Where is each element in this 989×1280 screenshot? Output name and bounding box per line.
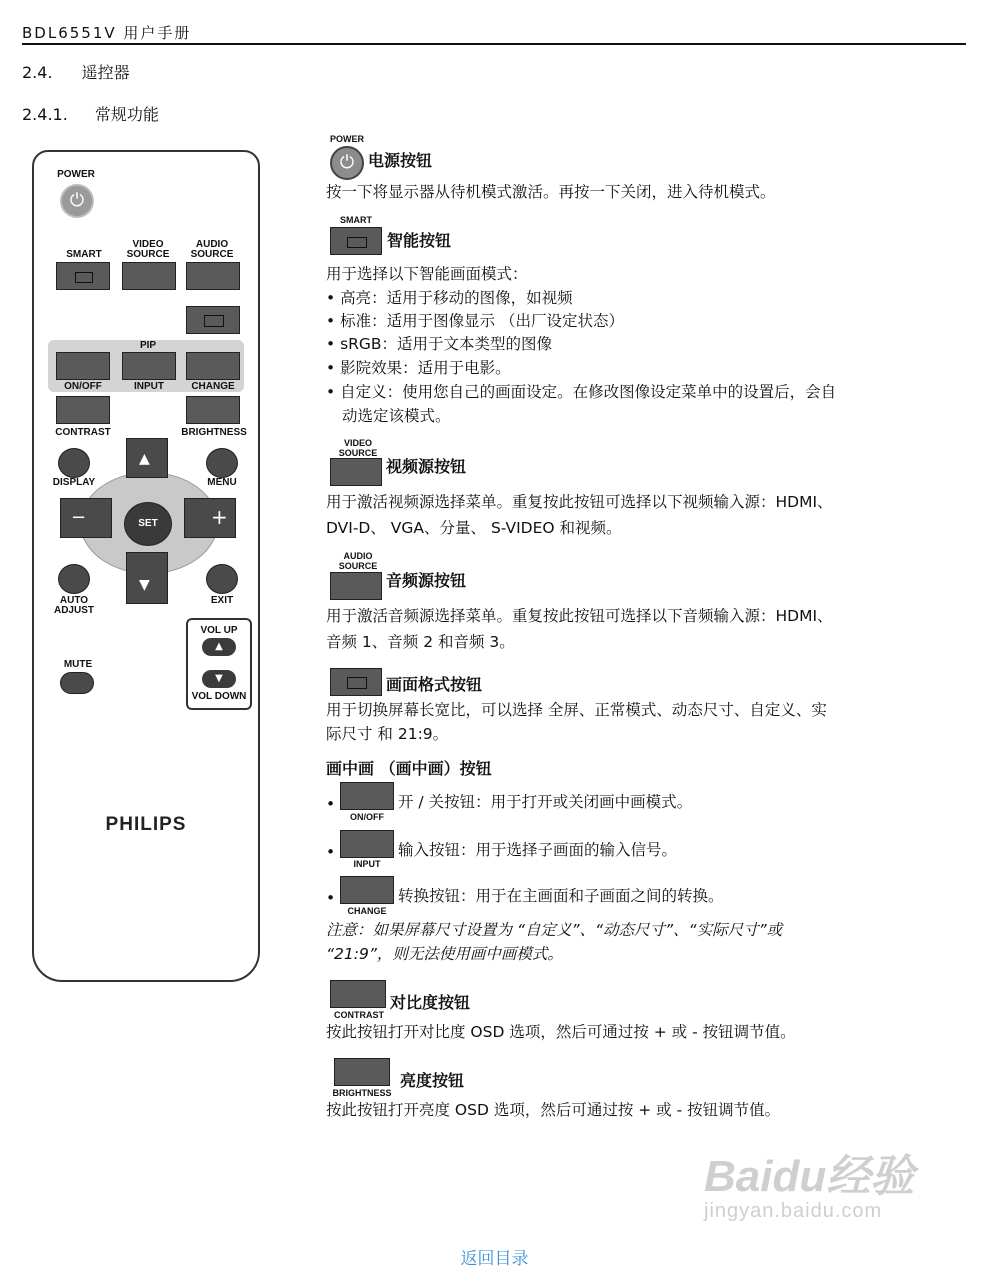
smart-bullet: • 高亮：适用于移动的图像，如视频 <box>326 289 573 307</box>
smart-mini-label: SMART <box>340 215 372 225</box>
contrast-desc: 按此按钮打开对比度 OSD 选项，然后可通过按 + 或 - 按钮调节值。 <box>326 1023 796 1041</box>
format-mini-button <box>330 668 382 696</box>
audio-desc: 音频 1、音频 2 和音频 3。 <box>326 633 515 651</box>
vol-up-label: VOL UP <box>200 625 238 636</box>
up-button[interactable] <box>126 438 168 478</box>
remote-control <box>32 150 260 982</box>
display-button[interactable] <box>58 448 90 478</box>
format-desc: 际尺寸 和 21:9。 <box>326 725 449 743</box>
power-desc: 按一下将显示器从待机模式激活。再按一下关闭，进入待机模式。 <box>326 183 776 201</box>
pip-change-mini-button <box>340 876 394 904</box>
watermark-brand: Baidu经验 <box>704 1152 915 1201</box>
section-2-4-1 <box>22 102 159 125</box>
format-icon <box>204 315 224 327</box>
video-source-button[interactable] <box>122 262 176 290</box>
set-label: SET <box>138 518 158 529</box>
down-arrow-icon: ▼ <box>139 577 150 593</box>
header-rule <box>22 43 966 45</box>
minus-button[interactable] <box>60 498 112 538</box>
page-header: BDL6551V 用户手册 <box>22 24 192 42</box>
smart-mini-button <box>330 227 382 255</box>
auto-adjust-label: AUTO ADJUST <box>53 595 94 616</box>
bullet: • <box>326 889 336 907</box>
up-arrow-icon: ▲ <box>139 451 150 467</box>
video-source-label: VIDEO SOURCE <box>126 239 170 260</box>
pip-on-off-button[interactable] <box>56 352 110 380</box>
pip-label: PIP <box>139 340 157 351</box>
brand-logo: PHILIPS <box>105 814 187 835</box>
input-mini-label: INPUT <box>353 859 381 869</box>
mute-label: MUTE <box>63 659 93 670</box>
pip-input-button[interactable] <box>122 352 176 380</box>
pip-on-off-mini-button <box>340 782 394 810</box>
audio-mini-label: AUDIO SOURCE <box>338 551 378 571</box>
pip-on-off-desc: 开 / 关按钮：用于打开或关闭画中画模式。 <box>398 793 693 811</box>
auto-adjust-button[interactable] <box>58 564 90 594</box>
format-title: 画面格式按钮 <box>386 675 483 694</box>
format-icon <box>347 677 367 689</box>
audio-mini-button <box>330 572 382 600</box>
video-title: 视频源按钮 <box>386 457 467 476</box>
pip-change-desc: 转换按钮：用于在主画面和子画面之间的转换。 <box>398 887 724 905</box>
smart-button[interactable] <box>56 262 110 290</box>
video-desc: 用于激活视频源选择菜单。重复按此按钮可选择以下视频输入源：HDMI、 <box>326 493 833 511</box>
section-number: 2.4. <box>22 63 53 82</box>
mute-button[interactable] <box>60 672 94 694</box>
power-button[interactable]: ⏻ <box>60 184 94 218</box>
vol-down-label: VOL DOWN <box>191 691 247 702</box>
exit-label: EXIT <box>210 595 234 606</box>
smart-bullet: • sRGB：适用于文本类型的图像 <box>326 335 553 353</box>
audio-title: 音频源按钮 <box>386 571 467 590</box>
menu-button[interactable] <box>206 448 238 478</box>
watermark <box>704 1140 914 1223</box>
bullet: • <box>326 795 336 813</box>
section-number: 2.4.1. <box>22 105 68 124</box>
power-title: 电源按钮 <box>368 151 433 170</box>
format-button[interactable] <box>186 306 240 334</box>
smart-bullet: • 影院效果：适用于电影。 <box>326 359 511 377</box>
contrast-mini-button <box>330 980 386 1008</box>
change-mini-label: CHANGE <box>347 906 387 916</box>
audio-source-label: AUDIO SOURCE <box>190 239 234 260</box>
bullet: • <box>326 843 336 861</box>
smart-intro: 用于选择以下智能画面模式： <box>326 265 528 283</box>
watermark-url: jingyan.baidu.com <box>704 1200 883 1222</box>
input-label: INPUT <box>134 381 164 392</box>
contrast-label: CONTRAST <box>55 427 111 438</box>
format-desc: 用于切换屏幕长宽比，可以选择 全屏、正常模式、动态尺寸、自定义、实 <box>326 701 827 719</box>
pip-change-button[interactable] <box>186 352 240 380</box>
on-off-label: ON/OFF <box>64 381 102 392</box>
video-mini-button <box>330 458 382 486</box>
menu-label: MENU <box>207 477 237 488</box>
pip-input-desc: 输入按钮：用于选择子画面的输入信号。 <box>398 841 678 859</box>
plus-icon: + <box>211 505 228 529</box>
section-title: 遥控器 <box>81 63 130 82</box>
power-label: POWER <box>57 169 95 180</box>
audio-source-button[interactable] <box>186 262 240 290</box>
brightness-mini-button <box>334 1058 390 1086</box>
pip-title: 画中画 （画中画）按钮 <box>326 759 492 778</box>
brightness-mini-label: BRIGHTNESS <box>332 1088 392 1098</box>
down-button[interactable] <box>126 552 168 604</box>
set-button[interactable] <box>124 502 172 546</box>
on-off-mini-label: ON/OFF <box>350 812 384 822</box>
brightness-title: 亮度按钮 <box>400 1071 465 1090</box>
contrast-title: 对比度按钮 <box>390 993 471 1012</box>
smart-bullet: • 标准：适用于图像显示 （出厂设定状态） <box>326 312 624 330</box>
smart-bullet-cont: 动选定该模式。 <box>342 407 451 425</box>
section-2-4 <box>22 60 130 83</box>
back-to-toc-link[interactable]: 返回目录 <box>460 1249 529 1269</box>
volume-panel <box>186 618 252 710</box>
minus-icon: − <box>71 507 87 528</box>
vol-up-button[interactable]: ▲ <box>202 638 236 656</box>
smart-icon <box>347 237 367 248</box>
brightness-desc: 按此按钮打开亮度 OSD 选项，然后可通过按 + 或 - 按钮调节值。 <box>326 1101 781 1119</box>
brightness-label: BRIGHTNESS <box>181 427 247 438</box>
plus-button[interactable] <box>184 498 236 538</box>
pip-note: “21:9”，则无法使用画中画模式。 <box>326 945 563 963</box>
video-desc: DVI-D、 VGA、分量、 S-VIDEO 和视频。 <box>326 519 622 537</box>
exit-button[interactable] <box>206 564 238 594</box>
contrast-button[interactable] <box>56 396 110 424</box>
power-mini-label: POWER <box>329 134 364 144</box>
smart-title: 智能按钮 <box>387 231 452 250</box>
pip-input-mini-button <box>340 830 394 858</box>
change-label: CHANGE <box>191 381 235 392</box>
section-title: 常规功能 <box>94 105 159 124</box>
power-icon: ⏻ <box>330 146 364 180</box>
pip-note: 注意：如果屏幕尺寸设置为 “自定义”、“动态尺寸”、“实际尺寸”或 <box>326 921 783 939</box>
smart-label: SMART <box>66 249 102 260</box>
smart-bullet: • 自定义：使用您自己的画面设定。在修改图像设定菜单中的设置后，会自 <box>326 383 837 401</box>
brightness-button[interactable] <box>186 396 240 424</box>
audio-desc: 用于激活音频源选择菜单。重复按此按钮可选择以下音频输入源：HDMI、 <box>326 607 833 625</box>
contrast-mini-label: CONTRAST <box>334 1010 384 1020</box>
video-mini-label: VIDEO SOURCE <box>338 438 378 458</box>
smart-icon <box>75 272 93 283</box>
display-label: DISPLAY <box>52 477 96 488</box>
vol-down-button[interactable]: ▼ <box>202 670 236 688</box>
